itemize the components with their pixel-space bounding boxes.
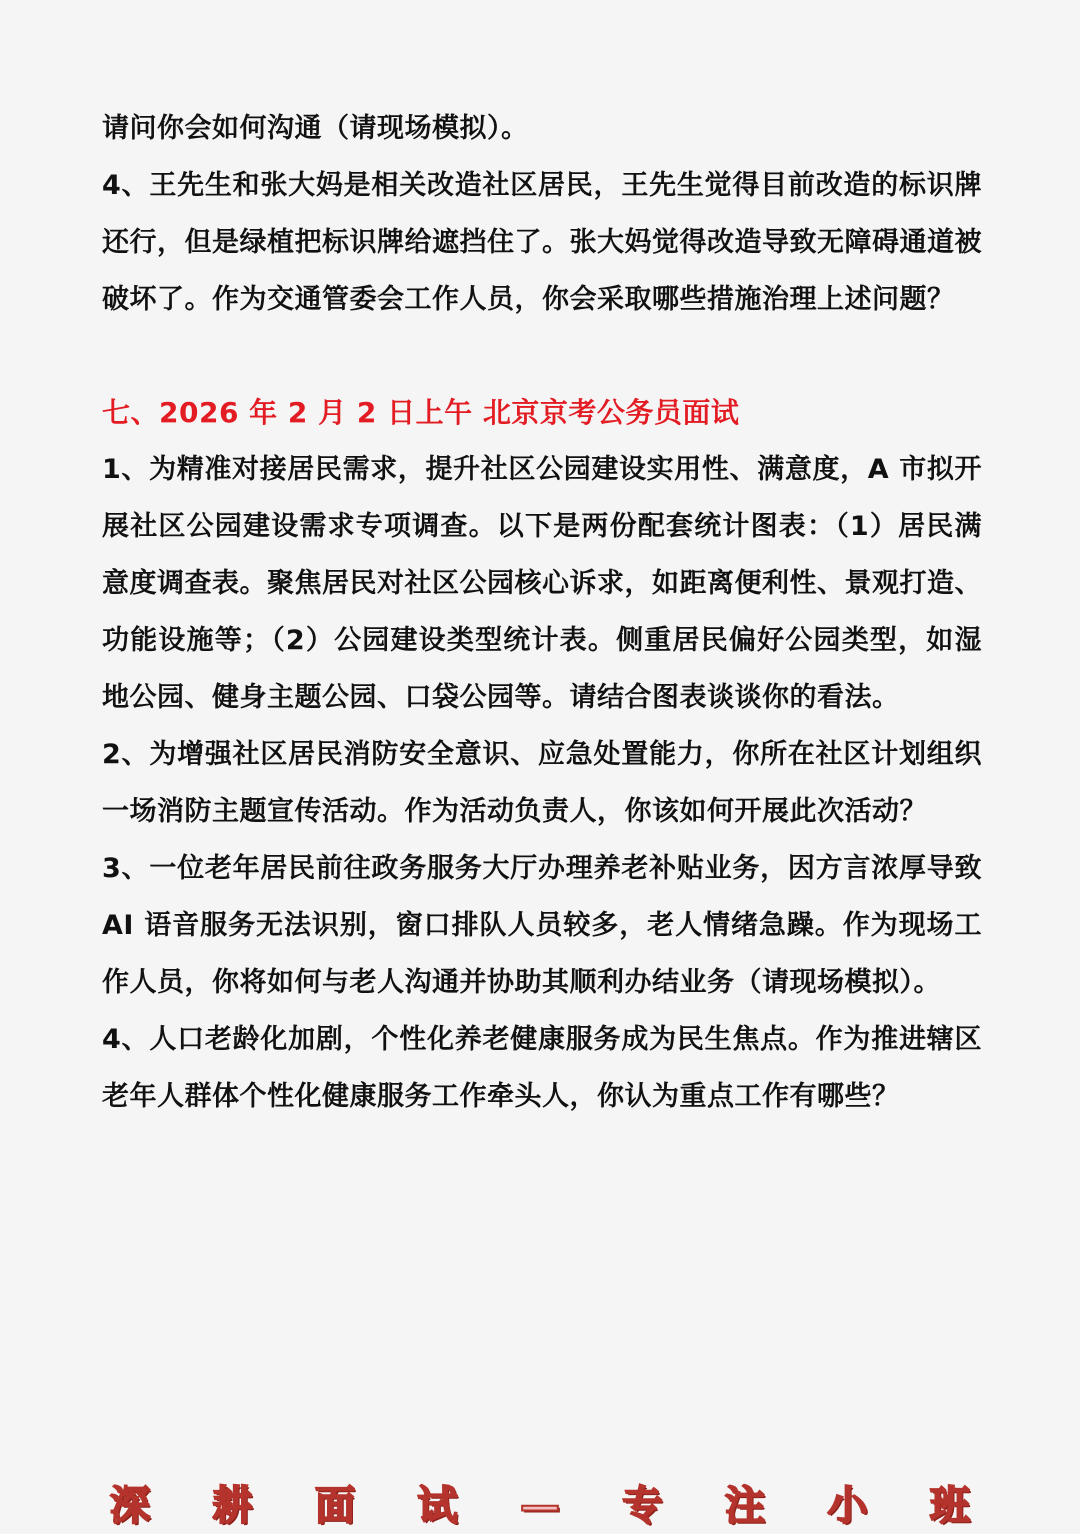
question-item: 1、为精准对接居民需求，提升社区公园建设实用性、满意度，A 市拟开展社区公园建设需求专项调查。以下是两份配套统计图表：（1）居民满意度调查表。聚焦居民对社区公园核心诉求，如距离便利性、景观打造、功能设施等；（2）公园建设类型统计表。侧重居民偏好公园类型，如湿地公园、健身主题公园、口袋公园等。请结合图表谈谈你的看法。: [102, 454, 982, 713]
paragraph-continuation: 请问你会如何沟通（请现场模拟）。: [102, 113, 529, 144]
section-heading: 七、2026 年 2 月 2 日上午 北京京考公务员面试: [102, 396, 740, 429]
question-item: 3、一位老年居民前往政务服务大厅办理养老补贴业务，因方言浓厚导致 AI 语音服务无法识别，窗口排队人员较多，老人情绪急躁。作为现场工作人员，你将如何与老人沟通并协助其顺利办结业务（请现场模拟）。: [102, 853, 982, 998]
footer-char: 专: [622, 1482, 663, 1529]
footer-char: 试: [417, 1482, 458, 1529]
document-content: [102, 100, 982, 1125]
footer-char: 班: [930, 1482, 970, 1529]
footer-char: 深: [110, 1482, 150, 1529]
footer-char: 耕: [212, 1482, 253, 1529]
footer-slogan: [100, 1478, 980, 1534]
footer-char: 面: [315, 1482, 355, 1529]
footer-dash: —: [520, 1482, 560, 1529]
question-item: 2、为增强社区居民消防安全意识、应急处置能力，你所在社区计划组织一场消防主题宣传活动。作为活动负责人，你该如何开展此次活动？: [102, 739, 982, 827]
question-item: 4、王先生和张大妈是相关改造社区居民，王先生觉得目前改造的标识牌还行，但是绿植把标识牌给遮挡住了。张大妈觉得改造导致无障碍通道被破坏了。作为交通管委会工作人员，你会采取哪些措施治理上述问题？: [102, 170, 982, 315]
footer-char: 小: [827, 1482, 868, 1529]
footer-char: 注: [725, 1482, 765, 1529]
question-item: 4、人口老龄化加剧，个性化养老健康服务成为民生焦点。作为推进辖区老年人群体个性化健康服务工作牵头人，你认为重点工作有哪些？: [102, 1024, 982, 1112]
